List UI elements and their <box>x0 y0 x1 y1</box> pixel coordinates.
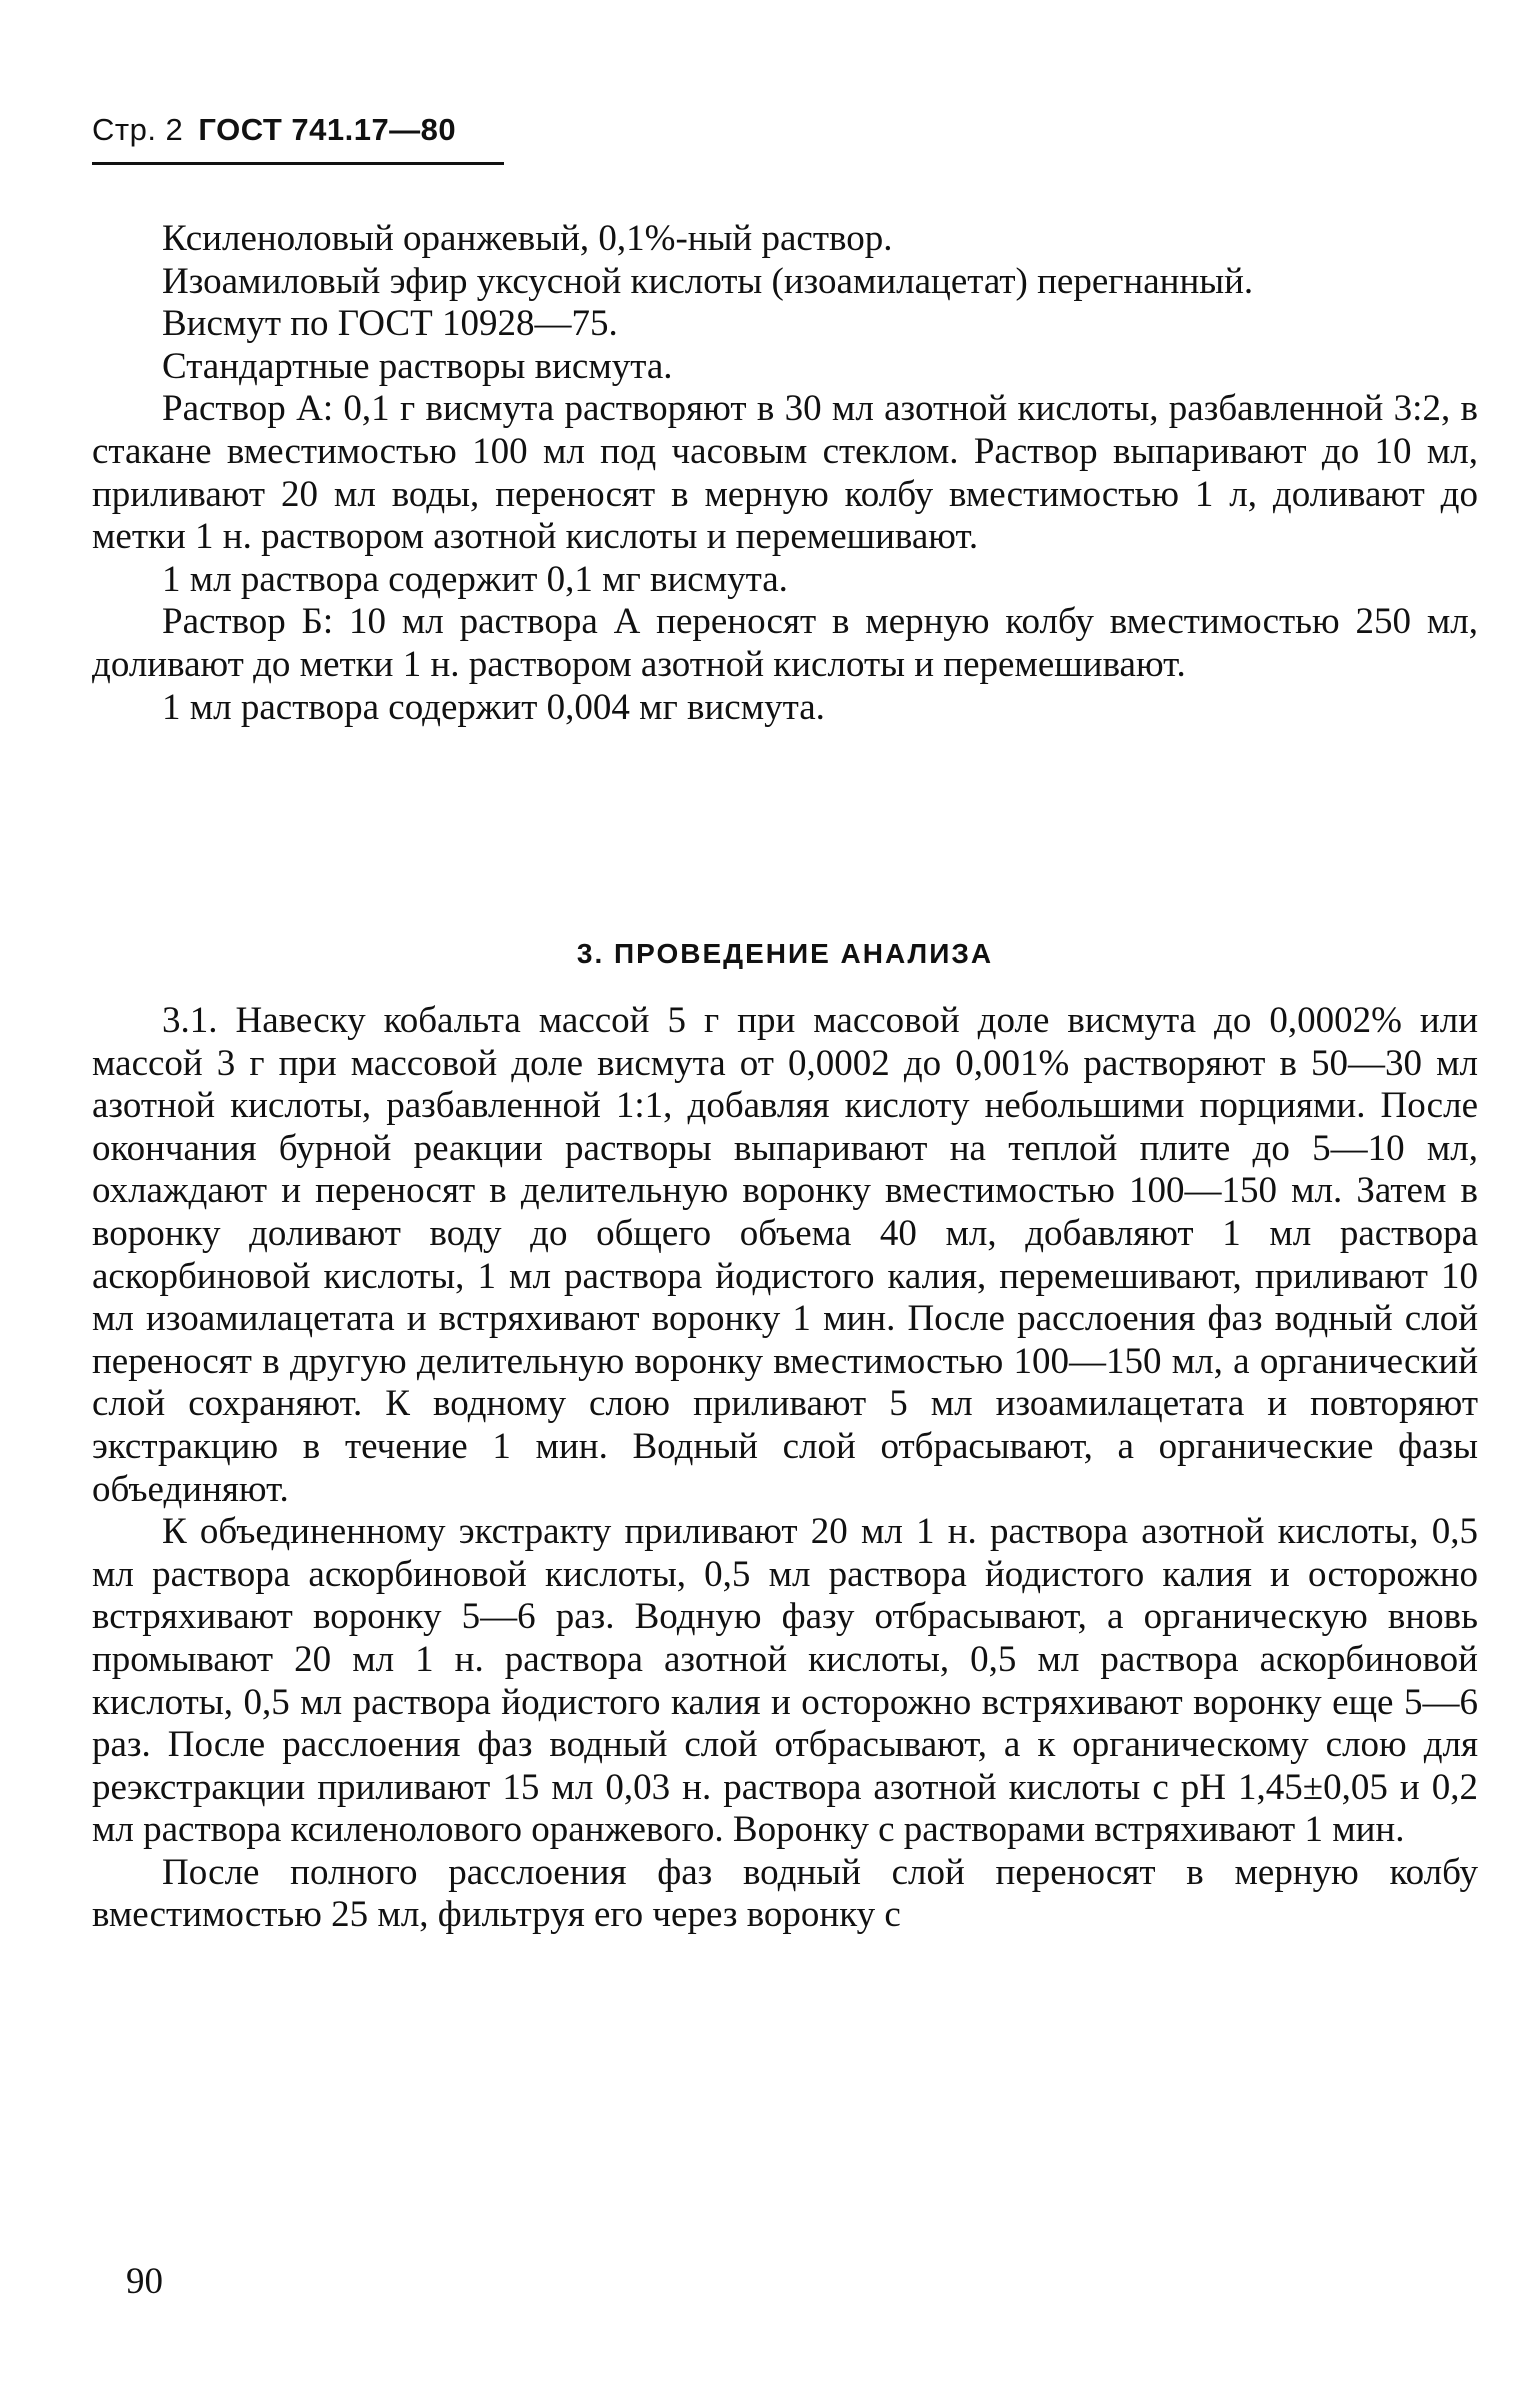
analysis-block <box>92 1000 1478 1937</box>
header-rule <box>92 162 504 165</box>
paragraph: Висмут по ГОСТ 10928—75. <box>162 303 618 345</box>
paragraph: Ксиленоловый оранжевый, 0,1%-ный раствор. <box>162 218 893 259</box>
page-header <box>92 112 456 148</box>
paragraph: Изоамиловый эфир уксусной кислоты (изоамилацетат) перегнанный. <box>162 260 1254 302</box>
page-label: Стр. 2 <box>92 112 184 147</box>
paragraph: 3.1. Навеску кобальта массой 5 г при массовой доле висмута до 0,0002% или массой 3 г при массовой доле висмута от 0,0002 до 0,001% растворяют в 50—30 мл азотной кислоты, разбавленной 1:1, добавляя кислоту небольшими порциями. После окончания бурной реакции растворы выпаривают на теплой плите до 5—10 мл, охлаждают и переносят в делительную воронку вместимостью 100—150 мл. Затем в воронку доливают воду до общего объема 40 мл, добавляют 1 мл раствора аскорбиновой кислоты, 1 мл раствора йодистого калия, перемешивают, приливают 10 мл изоамилацетата и встряхивают воронку 1 мин. После расслоения фаз водный слой переносят в другую делительную воронку вместимостью 100—150 мл, а органический слой сохраняют. К водному слою приливают 5 мл изоамилацетата и повторяют экстракцию в течение 1 мин. Водный слой отбрасывают, а органические фазы объединяют. <box>92 1000 1478 1510</box>
paragraph: Стандартные растворы висмута. <box>162 345 673 387</box>
page-number: 90 <box>126 2261 163 2302</box>
reagents-block <box>92 218 1478 729</box>
paragraph: После полного расслоения фаз водный слой переносят в мерную колбу вместимостью 25 мл, фильтруя его через воронку с <box>92 1851 1478 1936</box>
paragraph: 1 мл раствора содержит 0,004 мг висмута. <box>162 686 825 728</box>
paragraph: 1 мл раствора содержит 0,1 мг висмута. <box>162 558 788 600</box>
gost-label: ГОСТ 741.17—80 <box>198 112 457 147</box>
section-heading: 3. ПРОВЕДЕНИЕ АНАЛИЗА <box>576 938 994 969</box>
paragraph: Раствор А: 0,1 г висмута растворяют в 30 мл азотной кислоты, разбавленной 3:2, в стакане вместимостью 100 мл под часовым стеклом. Раствор выпаривают до 10 мл, приливают 20 мл воды, переносят в мерную колбу вместимостью 1 л, доливают до метки 1 н. раствором азотной кислоты и перемешивают. <box>92 388 1478 558</box>
paragraph: К объединенному экстракту приливают 20 мл 1 н. раствора азотной кислоты, 0,5 мл раствора аскорбиновой кислоты, 0,5 мл раствора йодистого калия и осторожно встряхивают воронку 5—6 раз. Водную фазу отбрасывают, а органическую вновь промывают 20 мл 1 н. раствора азотной кислоты, 0,5 мл раствора аскорбиновой кислоты, 0,5 мл раствора йодистого калия и осторожно встряхивают воронку еще 5—6 раз. После расслоения фаз водный слой отбрасывают, а к органическому слою для реэкстракции приливают 15 мл 0,03 н. раствора азотной кислоты с pH 1,45±0,05 и 0,2 мл раствора ксиленолового оранжевого. Воронку с растворами встряхивают 1 мин. <box>92 1511 1478 1851</box>
paragraph: Раствор Б: 10 мл раствора А переносят в мерную колбу вместимостью 250 мл, доливают до метки 1 н. раствором азотной кислоты и перемешивают. <box>92 601 1478 685</box>
